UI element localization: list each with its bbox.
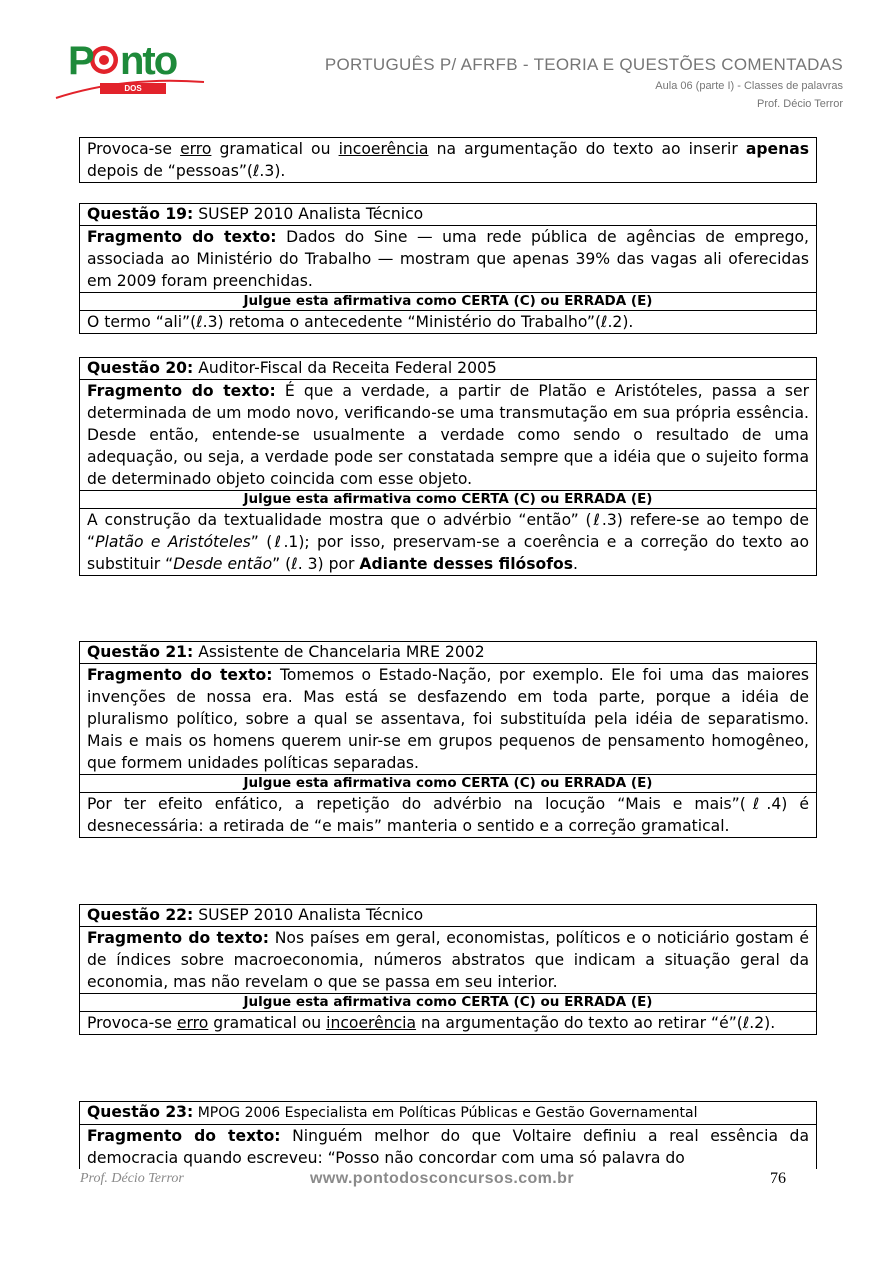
fragment-text: Fragmento do texto: Ninguém melhor do que Voltaire definiu a real essência da democracia quando escreveu: “Posso não concordar com uma só palavra do [80,1124,816,1169]
julgue-label: Julgue esta afirmativa como CERTA (C) ou ERRADA (E) [80,292,816,310]
fragment-text: Fragmento do texto: Dados do Sine — uma rede pública de agências de emprego, associada ao Ministério do Trabalho — mostram que apenas 39% das vagas ali oferecidas em 2009 foram preenchidas. [80,225,816,292]
julgue-label: Julgue esta afirmativa como CERTA (C) ou ERRADA (E) [80,993,816,1011]
statement-text: Provoca-se erro gramatical ou incoerência na argumentação do texto ao retirar “é”(ℓ.2). [80,1011,816,1034]
course-title: PORTUGUÊS P/ AFRFB - TEORIA E QUESTÕES COMENTADAS [324,55,843,74]
julgue-label: Julgue esta afirmativa como CERTA (C) ou ERRADA (E) [80,490,816,508]
question-header: Questão 23: MPOG 2006 Especialista em Políticas Públicas e Gestão Governamental [87,1103,698,1121]
julgue-label: Julgue esta afirmativa como CERTA (C) ou ERRADA (E) [80,774,816,792]
question-header: Questão 22: SUSEP 2010 Analista Técnico [87,906,424,924]
lesson-subtitle: Aula 06 (parte I) - Classes de palavras [655,80,843,92]
question-23 [79,1101,817,1169]
question-18-tail [79,137,817,183]
logo-subtitle: DOS CONCURSOS [100,83,166,94]
page-header [0,0,893,125]
footer-author: Prof. Décio Terror [80,1171,184,1186]
ponto-logo [54,36,214,104]
question-19 [79,203,817,334]
question-22 [79,904,817,1035]
svg-text:P: P [68,39,93,83]
statement-text: A construção da textualidade mostra que o advérbio “então” (ℓ.3) refere-se ao tempo de “Platão e Aristóteles” (ℓ.1); por isso, preservam-se a coerência e a correção do texto ao substituir “Desde então” (ℓ. 3) por Adiante desses filósofos. [80,508,816,575]
question-header: Questão 20: Auditor-Fiscal da Receita Federal 2005 [87,359,497,377]
statement-text: O termo “ali”(ℓ.3) retoma o antecedente “Ministério do Trabalho”(ℓ.2). [80,310,816,333]
page-number: 76 [770,1170,786,1187]
footer-website[interactable]: www.pontodosconcursos.com.br [310,1170,574,1187]
question-21 [79,641,817,838]
statement-text: Provoca-se erro gramatical ou incoerência na argumentação do texto ao inserir apenas depois de “pessoas”(ℓ.3). [87,140,809,180]
question-header: Questão 19: SUSEP 2010 Analista Técnico [87,205,424,223]
fragment-text: Fragmento do texto: Tomemos o Estado-Nação, por exemplo. Ele foi uma das maiores invenções de nossa era. Mas está se desfazendo em toda parte, porque a idéia de pluralismo político, sobre a qual se assentava, foi substituída pela idéia de separatismo. Mais e mais os homens querem unir-se em grupos pequenos de pensamento homogêneo, que formem unidades políticas separadas. [80,663,816,774]
statement-text: Por ter efeito enfático, a repetição do advérbio na locução “Mais e mais”(ℓ.4) é desnecessária: a retirada de “e mais” manteria o sentido e a correção gramatical. [80,792,816,837]
question-header: Questão 21: Assistente de Chancelaria MRE 2002 [87,643,485,661]
fragment-text: Fragmento do texto: Nos países em geral, economistas, políticos e o noticiário gostam é de índices sobre macroeconomia, números abstratos que indicam a situação geral da economia, mas não revelam o que se passa em seu interior. [80,926,816,993]
question-20 [79,357,817,576]
professor-name: Prof. Décio Terror [757,98,843,110]
fragment-text: Fragmento do texto: É que a verdade, a partir de Platão e Aristóteles, passa a ser determinada de um modo novo, verificando-se uma transmutação em sua própria essência. Desde então, entende-se usualmente a verdade como sendo o resultado de uma adequação, ou seja, a verdade pode ser constatada sempre que a idéia que o sujeito forma de determinado objeto coincida com esse objeto. [80,379,816,490]
svg-text:nto: nto [120,39,177,83]
